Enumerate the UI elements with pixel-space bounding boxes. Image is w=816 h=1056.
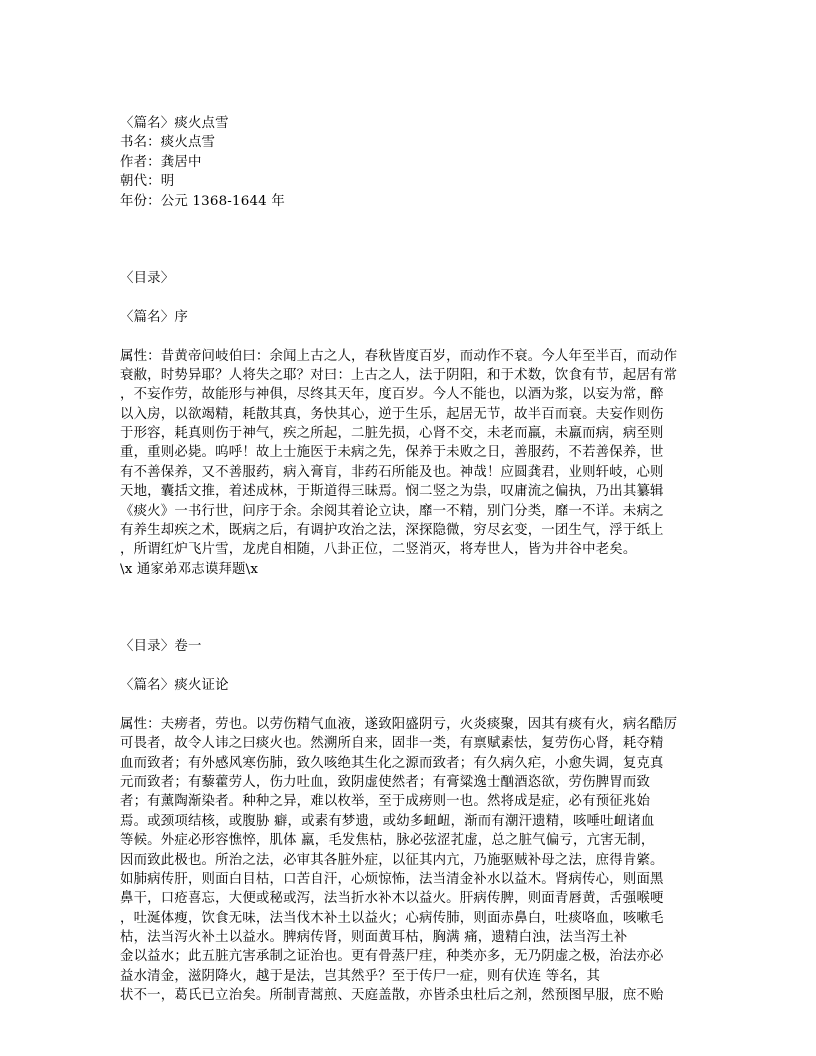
body-line: ，吐涎体瘦，饮食无味，法当伐木补土以益火；心病传肺，则面赤鼻白，吐痰咯血，咳嗽毛 <box>120 910 664 926</box>
spacer <box>120 327 690 346</box>
meta-author-line: 作者：龚居中 <box>120 154 202 170</box>
body-line: 《痰火》一书行世，问序于余。余阅其着论立诀，靡一不精，别门分类，靡一不详。未病之 <box>120 503 664 519</box>
title-line: 〈篇名〉痰火点雪 <box>120 116 229 131</box>
spacer <box>120 695 690 714</box>
section-volume-one <box>120 637 690 1005</box>
body-line: ，所谓红炉飞片雪，龙虎自相随，八卦正位，二竖消灭，将寿世人，皆为井谷中老矣。 <box>120 542 637 558</box>
body-line: 以入房，以欲竭精，耗散其真，务快其心，逆于生乐，起居无节，故半百而衰。夫妄作则伤 <box>120 406 664 422</box>
meta-dynasty-line: 朝代：明 <box>120 174 175 190</box>
body-line: 焉。或颈项结核，或腹胁 癖，或素有梦遗，或幼多衄衄，渐而有潮汗遗精，咳唾吐衄诸血 <box>120 813 655 829</box>
section-preface <box>120 269 690 579</box>
spacer <box>120 657 690 676</box>
chapter-title: 〈篇名〉序 <box>120 309 188 325</box>
chapter-body <box>120 715 690 1006</box>
body-line: 者；有薰陶渐染者。种种之异，难以枚举，至于成痨则一也。然将成是症，必有预征兆始 <box>120 794 651 810</box>
body-line: 有不善保养，又不善服药，病入膏肓，非药石所能及也。神哉！应圆龚君，业则轩岐，心则 <box>120 464 664 480</box>
body-line: 益水清金，滋阴降火，越于是法，岂其然乎？至于传尸一症，则有伏连 等名，其 <box>120 968 601 984</box>
meta-year-line: 年份：公元 1368-1644 年 <box>120 193 285 209</box>
body-line: 衰敝，时势异耶？人将失之耶？对曰：上古之人，法于阴阳，和于术数，饮食有节，起居有常 <box>120 367 678 383</box>
spacer <box>120 288 690 307</box>
body-line: 可畏者，故令人讳之曰痰火也。然溯所自来，固非一类，有禀赋素怯，复劳伤心肾，耗夺精 <box>120 736 664 752</box>
body-line: 属性：夫痨者，劳也。以劳伤精气血液，遂致阳盛阴亏，火炎痰聚，因其有痰有火，病名酷厉 <box>120 716 678 732</box>
body-line: ，不妄作劳，故能形与神俱，尽终其天年，度百岁。今人不能也，以酒为浆，以妄为常，醉 <box>120 387 664 403</box>
body-line: 血而致者；有外感风寒伤肺，致久咳绝其生化之源而致者；有久病久疟，小愈失调，复克真 <box>120 755 664 771</box>
body-line: 金以益水；此五脏亢害承制之证治也。更有骨蒸尸疰，种类亦多，无乃阴虚之极，治法亦必 <box>120 949 664 965</box>
document-page <box>120 114 690 1006</box>
body-line: 枯，法当泻火补土以益水。脾病传肾，则面黄耳枯，胸满 痛，遗精白浊，法当泻土补 <box>120 930 628 946</box>
body-line: 鼻干，口疮喜忘，大便或秘或泻，法当折水补木以益火。肝病传脾，则面青唇黄，舌强喉哽 <box>120 891 664 907</box>
body-line: 元而致者；有藜藿劳人，伤力吐血，致阴虚使然者；有膏粱逸士酗酒恣欲，劳伤脾胃而致 <box>120 774 651 790</box>
body-line: 天地，囊括文推，着述成林，于斯道得三昧焉。悯二竖之为祟，叹庸流之偏执，乃出其纂辑 <box>120 484 664 500</box>
body-line: 重，重则必毙。呜呼！故上士施医于未病之先，保养于未败之日，善服药，不若善保养，世 <box>120 445 664 461</box>
body-line: 属性：昔黄帝问岐伯曰：余闻上古之人，春秋皆度百岁，而动作不衰。今人年至半百，而动作 <box>120 348 678 364</box>
body-line: 如肺病传肝，则面白目枯，口苦自汗，心烦惊怖，法当清金补水以益木。肾病传心，则面黑 <box>120 871 664 887</box>
signature-line: \x 通家弟邓志谟拜题\x <box>120 561 259 577</box>
meta-book-line: 书名：痰火点雪 <box>120 135 216 151</box>
chapter-title: 〈篇名〉痰火证论 <box>120 677 229 693</box>
body-line: 等候。外症必形容憔悴，肌体 羸，毛发焦枯，脉必弦涩芤虚，总之脏气偏亏，亢害无制， <box>120 833 655 849</box>
body-line: 状不一，葛氏已立治矣。所制青蒿煎、天庭盖散，亦皆杀虫杜后之剂，然预图早服，庶不贻 <box>120 988 664 1004</box>
toc-label: 〈目录〉卷一 <box>120 639 202 655</box>
body-line: 因而致此极也。所治之法，必审其各脏外症，以征其内亢，乃施驱贼补母之法，庶得肯綮。 <box>120 852 664 868</box>
preface-body <box>120 347 690 580</box>
body-line: 有养生却疾之术，既病之后，有调护攻治之法，深探隐微，穷尽玄变，一团生气，浮于纸上 <box>120 523 664 539</box>
spacer <box>120 211 690 269</box>
spacer <box>120 579 690 637</box>
body-line: 于形容，耗真则伤于神气，疾之所起，二脏先损，心肾不交，未老而羸，未羸而病，病至则 <box>120 426 664 442</box>
document-header <box>120 114 690 211</box>
toc-label: 〈目录〉 <box>120 270 175 286</box>
